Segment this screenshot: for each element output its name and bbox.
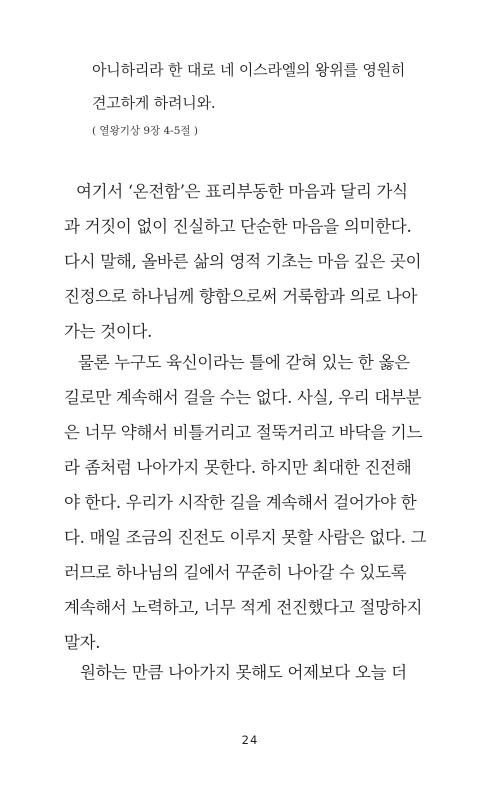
page-number: 24 <box>241 733 259 747</box>
body-line-2: 과 거짓이 없이 진실하고 단순한 마음을 의미한다. <box>64 217 412 236</box>
scripture-citation: ( 열왕기상 9장 4-5절 ) <box>92 125 198 137</box>
body-line-1: 여기서 ‘온전함’은 표리부동한 마음과 달리 가식 <box>76 182 408 201</box>
body-line-5: 가는 것이다. <box>64 322 153 341</box>
quote-line-1: 아니하리라 한 대로 네 이스라엘의 왕위를 영원히 <box>92 61 406 79</box>
body-line-12: 러므로 하나님의 길에서 꾸준히 나아갈 수 있도록 <box>64 563 407 582</box>
body-line-11: 다. 매일 조금의 진전도 이루지 못할 사람은 없다. 그 <box>64 528 427 547</box>
body-line-15: 원하는 만큼 나아가지 못해도 어제보다 오늘 더 <box>80 663 407 682</box>
body-line-9: 라 좀처럼 나아가지 못한다. 하지만 최대한 진전해 <box>64 458 412 477</box>
body-line-8: 은 너무 약해서 비틀거리고 절뚝거리고 바닥을 기느 <box>64 423 423 442</box>
body-line-6: 물론 누구도 육신이라는 틀에 갇혀 있는 한 옳은 <box>78 353 410 372</box>
body-line-4: 진정으로 하나님께 향함으로써 거룩함과 의로 나아 <box>64 287 418 306</box>
body-line-13: 계속해서 노력하고, 너무 적게 전진했다고 절망하지 <box>64 598 423 617</box>
body-line-14: 말자. <box>64 633 101 652</box>
body-line-3: 다시 말해, 올바른 삶의 영적 기초는 마음 깊은 곳이 <box>64 252 422 271</box>
body-line-10: 야 한다. 우리가 시작한 길을 계속해서 걸어가야 한 <box>64 493 417 512</box>
quote-line-2: 견고하게 하려니와. <box>92 94 216 112</box>
body-line-7: 길로만 계속해서 걸을 수는 없다. 사실, 우리 대부분 <box>64 388 422 407</box>
